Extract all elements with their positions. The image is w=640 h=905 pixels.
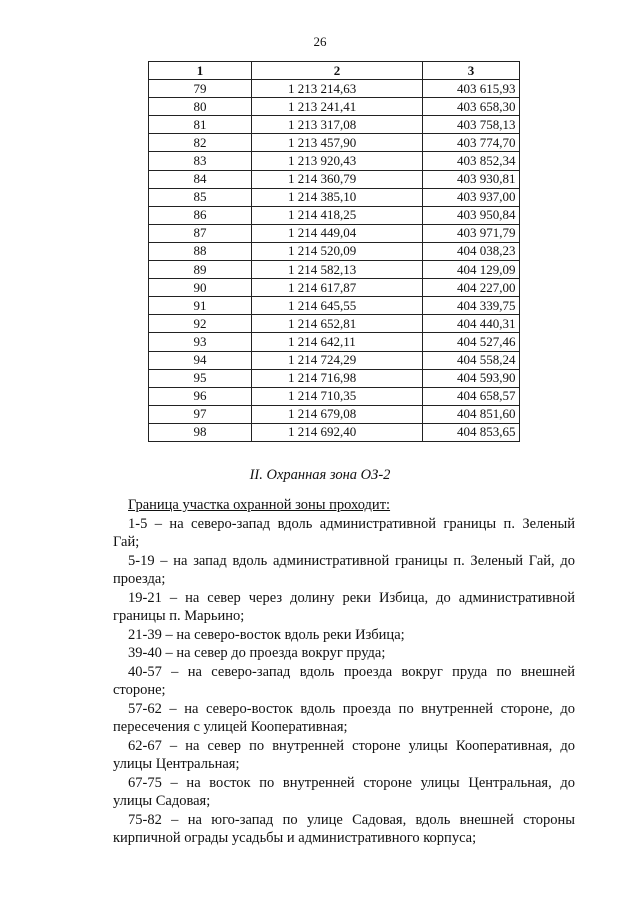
segment-text-continuation: улицы Центральная; bbox=[113, 756, 240, 772]
boundary-segment bbox=[113, 700, 575, 737]
point-number-cell: 86 bbox=[149, 206, 252, 224]
point-number-cell: 79 bbox=[149, 80, 252, 98]
x-coordinate-cell: 1 214 716,98 bbox=[252, 369, 423, 387]
boundary-segment bbox=[113, 552, 575, 589]
point-number-cell: 91 bbox=[149, 297, 252, 315]
table-row bbox=[149, 261, 520, 279]
boundary-segment bbox=[113, 737, 575, 774]
y-coordinate-cell: 403 658,30 bbox=[423, 98, 520, 116]
table-row bbox=[149, 116, 520, 134]
table-row bbox=[149, 188, 520, 206]
table-row bbox=[149, 315, 520, 333]
x-coordinate-cell: 1 214 679,08 bbox=[252, 405, 423, 423]
y-coordinate-cell: 404 129,09 bbox=[423, 261, 520, 279]
boundary-segment bbox=[128, 644, 575, 663]
segment-text-continuation: стороне; bbox=[113, 682, 166, 698]
y-coordinate-cell: 404 853,65 bbox=[423, 423, 520, 441]
x-coordinate-cell: 1 213 317,08 bbox=[252, 116, 423, 134]
point-number-cell: 93 bbox=[149, 333, 252, 351]
x-coordinate-cell: 1 214 692,40 bbox=[252, 423, 423, 441]
point-number-cell: 85 bbox=[149, 188, 252, 206]
y-coordinate-cell: 404 440,31 bbox=[423, 315, 520, 333]
point-number-cell: 90 bbox=[149, 279, 252, 297]
boundary-segment-list bbox=[113, 515, 575, 848]
y-coordinate-cell: 403 758,13 bbox=[423, 116, 520, 134]
point-number-cell: 80 bbox=[149, 98, 252, 116]
segment-text: 57-62 – на северо-восток вдоль проезда по внутренней стороне, до bbox=[128, 700, 575, 717]
y-coordinate-cell: 404 558,24 bbox=[423, 351, 520, 369]
point-number-cell: 81 bbox=[149, 116, 252, 134]
table-row bbox=[149, 206, 520, 224]
x-coordinate-cell: 1 213 214,63 bbox=[252, 80, 423, 98]
segment-text: 1-5 – на северо-запад вдоль административной границы п. Зеленый bbox=[128, 515, 575, 532]
x-coordinate-cell: 1 214 652,81 bbox=[252, 315, 423, 333]
point-number-cell: 94 bbox=[149, 351, 252, 369]
boundary-segment bbox=[113, 515, 575, 552]
boundary-segment bbox=[113, 811, 575, 848]
x-coordinate-cell: 1 213 457,90 bbox=[252, 134, 423, 152]
x-coordinate-cell: 1 214 385,10 bbox=[252, 188, 423, 206]
boundary-segment bbox=[128, 626, 575, 645]
coordinates-table bbox=[148, 61, 520, 442]
segment-text: 39-40 – на север до проезда вокруг пруда; bbox=[128, 645, 386, 661]
segment-text-continuation: улицы Садовая; bbox=[113, 793, 211, 809]
table-row bbox=[149, 242, 520, 260]
x-coordinate-cell: 1 214 724,29 bbox=[252, 351, 423, 369]
table-row bbox=[149, 152, 520, 170]
y-coordinate-cell: 403 937,00 bbox=[423, 188, 520, 206]
x-coordinate-cell: 1 214 582,13 bbox=[252, 261, 423, 279]
point-number-cell: 83 bbox=[149, 152, 252, 170]
y-coordinate-cell: 404 339,75 bbox=[423, 297, 520, 315]
table-row bbox=[149, 170, 520, 188]
column-header: 2 bbox=[252, 62, 423, 80]
y-coordinate-cell: 404 851,60 bbox=[423, 405, 520, 423]
y-coordinate-cell: 404 038,23 bbox=[423, 242, 520, 260]
column-header: 1 bbox=[149, 62, 252, 80]
point-number-cell: 82 bbox=[149, 134, 252, 152]
table-row bbox=[149, 297, 520, 315]
segment-text: 67-75 – на восток по внутренней стороне улицы Центральная, до bbox=[128, 774, 575, 791]
x-coordinate-cell: 1 214 360,79 bbox=[252, 170, 423, 188]
table-row bbox=[149, 387, 520, 405]
table-row bbox=[149, 224, 520, 242]
x-coordinate-cell: 1 214 645,55 bbox=[252, 297, 423, 315]
x-coordinate-cell: 1 214 449,04 bbox=[252, 224, 423, 242]
section-title: II. Охранная зона ОЗ-2 bbox=[249, 467, 391, 483]
x-coordinate-cell: 1 214 617,87 bbox=[252, 279, 423, 297]
table-row bbox=[149, 333, 520, 351]
table-header-row bbox=[149, 62, 520, 80]
x-coordinate-cell: 1 214 642,11 bbox=[252, 333, 423, 351]
x-coordinate-cell: 1 213 920,43 bbox=[252, 152, 423, 170]
boundary-segment bbox=[113, 589, 575, 626]
y-coordinate-cell: 403 950,84 bbox=[423, 206, 520, 224]
y-coordinate-cell: 403 971,79 bbox=[423, 224, 520, 242]
point-number-cell: 87 bbox=[149, 224, 252, 242]
table-row bbox=[149, 279, 520, 297]
segment-text-continuation: проезда; bbox=[113, 571, 166, 587]
y-coordinate-cell: 404 527,46 bbox=[423, 333, 520, 351]
column-header: 3 bbox=[423, 62, 520, 80]
segment-text: 62-67 – на север по внутренней стороне улицы Кооперативная, до bbox=[128, 737, 575, 754]
y-coordinate-cell: 403 774,70 bbox=[423, 134, 520, 152]
segment-text-continuation: Гай; bbox=[113, 534, 140, 550]
x-coordinate-cell: 1 214 418,25 bbox=[252, 206, 423, 224]
segment-text: 19-21 – на север через долину реки Избица, до административной bbox=[128, 589, 575, 606]
segment-text: 40-57 – на северо-запад вдоль проезда вокруг пруда по внешней bbox=[128, 663, 575, 680]
boundary-intro: Граница участка охранной зоны проходит: bbox=[128, 497, 391, 513]
coordinates-table-body bbox=[149, 80, 520, 442]
table-row bbox=[149, 98, 520, 116]
point-number-cell: 84 bbox=[149, 170, 252, 188]
x-coordinate-cell: 1 213 241,41 bbox=[252, 98, 423, 116]
page-number: 26 bbox=[313, 34, 327, 49]
segment-text-continuation: пересечения с улицей Кооперативная; bbox=[113, 719, 348, 735]
point-number-cell: 88 bbox=[149, 242, 252, 260]
boundary-segment bbox=[113, 663, 575, 700]
point-number-cell: 98 bbox=[149, 423, 252, 441]
table-row bbox=[149, 423, 520, 441]
table-row bbox=[149, 80, 520, 98]
point-number-cell: 92 bbox=[149, 315, 252, 333]
segment-text-continuation: кирпичной ограды усадьбы и административного корпуса; bbox=[113, 830, 477, 846]
point-number-cell: 95 bbox=[149, 369, 252, 387]
segment-text-continuation: границы п. Марьино; bbox=[113, 608, 245, 624]
table-row bbox=[149, 369, 520, 387]
boundary-description bbox=[113, 496, 575, 848]
table-row bbox=[149, 351, 520, 369]
y-coordinate-cell: 404 593,90 bbox=[423, 369, 520, 387]
segment-text: 5-19 – на запад вдоль административной границы п. Зеленый Гай, до bbox=[128, 552, 575, 569]
point-number-cell: 89 bbox=[149, 261, 252, 279]
point-number-cell: 96 bbox=[149, 387, 252, 405]
x-coordinate-cell: 1 214 710,35 bbox=[252, 387, 423, 405]
table-row bbox=[149, 134, 520, 152]
segment-text: 75-82 – на юго-запад по улице Садовая, вдоль внешней стороны bbox=[128, 811, 575, 828]
y-coordinate-cell: 403 852,34 bbox=[423, 152, 520, 170]
y-coordinate-cell: 404 227,00 bbox=[423, 279, 520, 297]
boundary-segment bbox=[113, 774, 575, 811]
y-coordinate-cell: 403 930,81 bbox=[423, 170, 520, 188]
y-coordinate-cell: 404 658,57 bbox=[423, 387, 520, 405]
segment-text: 21-39 – на северо-восток вдоль реки Избица; bbox=[128, 626, 405, 643]
y-coordinate-cell: 403 615,93 bbox=[423, 80, 520, 98]
point-number-cell: 97 bbox=[149, 405, 252, 423]
x-coordinate-cell: 1 214 520,09 bbox=[252, 242, 423, 260]
table-row bbox=[149, 405, 520, 423]
